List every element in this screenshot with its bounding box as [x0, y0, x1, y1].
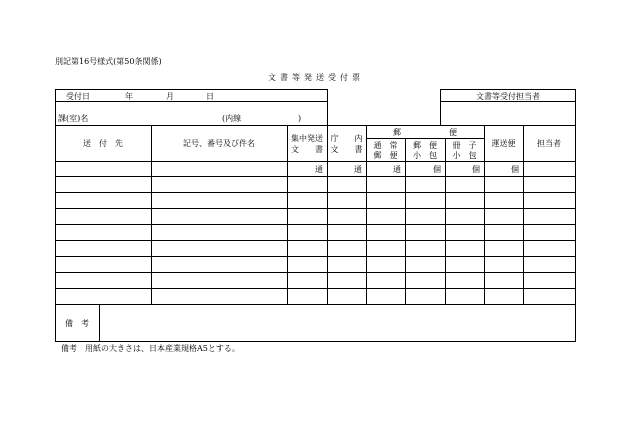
col-officer: 担当者 [537, 139, 561, 148]
col-internal-line2: 文 書 [330, 145, 363, 154]
unit-small: 個 [433, 165, 441, 174]
form-label: 別記第16号様式(第50条関係) [55, 57, 162, 66]
reception-date-label: 受付日 [66, 92, 90, 101]
col-ordinary-line2: 郵 便 [373, 151, 398, 160]
col-booklet-line1: 冊 子 [452, 141, 477, 150]
entry-row[interactable] [55, 273, 576, 288]
col-record: 記号、番号及び件名 [183, 139, 255, 148]
entry-row[interactable] [55, 257, 576, 272]
col-small-line1: 郵 便 [413, 141, 437, 150]
unit-booklet: 個 [472, 165, 480, 174]
remarks-field[interactable] [100, 305, 575, 341]
remarks-label: 備 考 [65, 319, 89, 328]
entry-row[interactable] [55, 177, 576, 192]
col-destination: 送 付 先 [83, 139, 123, 148]
unit-central: 通 [315, 165, 323, 174]
entry-row[interactable] [55, 193, 576, 208]
col-internal-line1: 庁 内 [330, 134, 363, 143]
col-central-line1: 集中発送 [291, 134, 323, 143]
page-title: 文書等発送受付票 [268, 73, 364, 82]
col-small-line2: 小 包 [413, 151, 437, 160]
entry-row[interactable] [55, 289, 576, 304]
col-central-line2: 文 書 [291, 145, 323, 154]
officer-label: 文書等受付担当者 [476, 92, 540, 101]
month-label: 月 [166, 92, 174, 101]
unit-internal: 通 [354, 165, 362, 174]
col-booklet-line2: 小 包 [452, 151, 477, 160]
unit-ordinary: 通 [393, 165, 401, 174]
year-label: 年 [125, 92, 133, 101]
col-transport: 運送便 [491, 139, 516, 148]
entry-row[interactable] [55, 241, 576, 256]
footnote: 備考 用紙の大きさは、日本産業規格A5とする。 [61, 344, 240, 353]
day-label: 日 [206, 92, 214, 101]
col-post: 郵 便 [393, 128, 457, 137]
extension-close: ) [298, 114, 302, 123]
unit-transport: 個 [511, 165, 519, 174]
entry-row[interactable] [55, 225, 576, 240]
extension-label: (内線 [222, 114, 242, 123]
section-name-label: 課(室)名 [58, 114, 89, 123]
col-ordinary-line1: 通 常 [373, 141, 398, 150]
entry-row[interactable] [55, 209, 576, 224]
